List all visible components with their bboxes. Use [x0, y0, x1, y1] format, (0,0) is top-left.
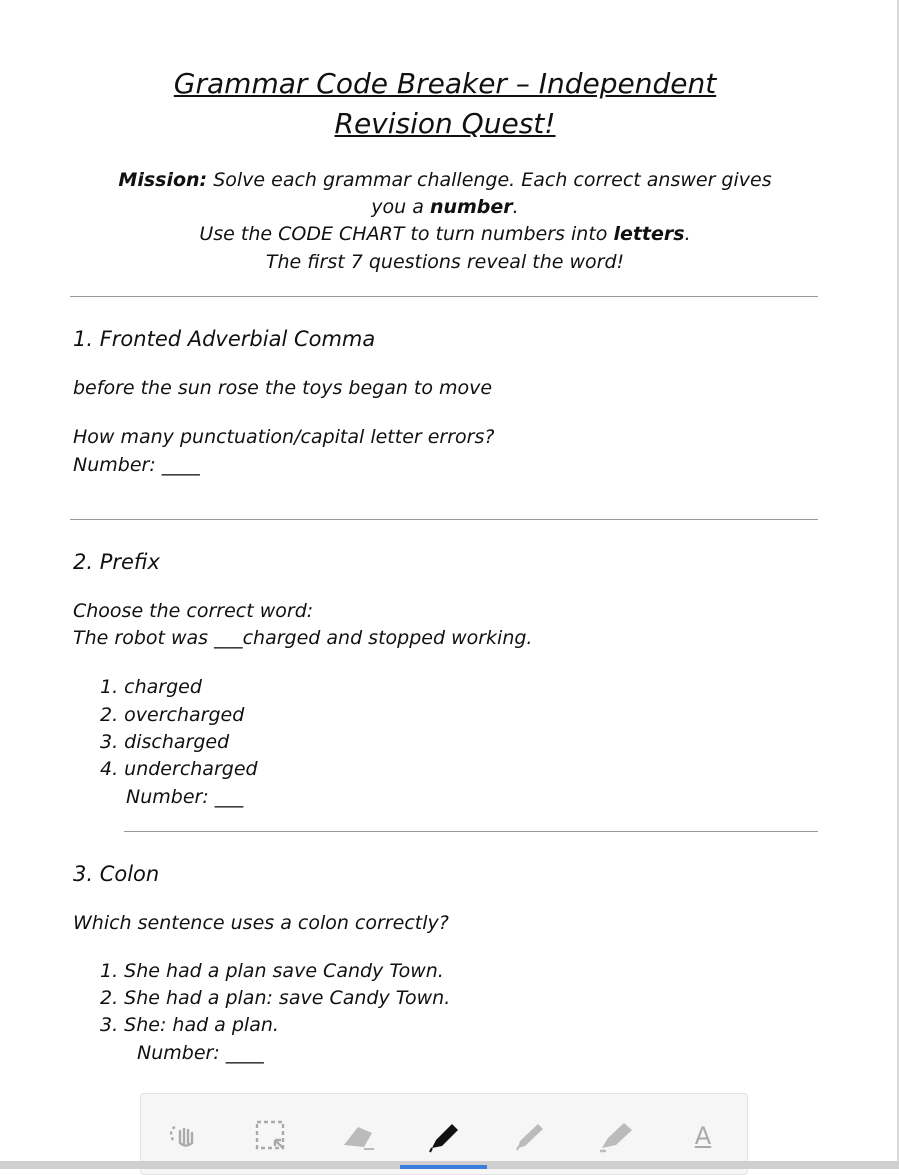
mission-text-3-end: .: [684, 223, 691, 245]
divider: [70, 519, 818, 520]
mission-bold-letters: letters: [613, 223, 685, 245]
eraser-icon: [338, 1119, 378, 1153]
mission-text-3: Use the CODE CHART to turn numbers into: [199, 223, 608, 245]
lasso-tool-button[interactable]: [165, 1116, 205, 1156]
mission-text-2-end: .: [512, 196, 519, 218]
text-color-icon: A: [694, 1122, 712, 1150]
q2-option: 3. discharged: [100, 731, 230, 753]
q1-prompt: How many punctuation/capital letter errors?: [73, 426, 495, 448]
mission-line-4: The first 7 questions reveal the word!: [265, 251, 625, 273]
text-tool-button[interactable]: [683, 1116, 723, 1156]
mission-text-2: you a: [371, 196, 424, 218]
q2-heading: 2. Prefix: [73, 550, 160, 574]
bottom-scrollbar-thumb[interactable]: [400, 1165, 487, 1169]
mission-text-1: Solve each grammar challenge. Each correct answer gives: [213, 169, 772, 191]
mission-line-2: [70, 194, 820, 221]
q3-prompt: Which sentence uses a colon correctly?: [73, 912, 449, 934]
q3-number-field: Number: ____: [137, 1042, 264, 1064]
lasso-tool-icon: [166, 1121, 204, 1151]
mission-bold-number: number: [429, 196, 513, 218]
divider: [124, 831, 818, 832]
q3-option: 2. She had a plan: save Candy Town.: [100, 987, 451, 1009]
q2-sentence: The robot was ___charged and stopped working.: [73, 627, 533, 649]
page-title-line-1: Grammar Code Breaker – Independent: [173, 67, 717, 100]
mission-line-1: [70, 167, 820, 194]
q1-sentence: before the sun rose the toys began to move: [73, 377, 493, 399]
q2-option: 1. charged: [100, 676, 202, 698]
highlighter-button[interactable]: [596, 1116, 636, 1156]
q3-option: 1. She had a plan save Candy Town.: [100, 960, 444, 982]
eraser-button[interactable]: [338, 1116, 378, 1156]
q3-heading: 3. Colon: [73, 862, 160, 886]
q3-option: 3. She: had a plan.: [100, 1014, 279, 1036]
mission-label: Mission:: [118, 169, 208, 191]
q2-option: 4. undercharged: [100, 758, 258, 780]
highlighter-icon: [596, 1118, 636, 1154]
q2-number-field: Number: ___: [126, 786, 244, 808]
q2-option: 2. overcharged: [100, 704, 245, 726]
pen-button[interactable]: [424, 1116, 464, 1156]
divider: [70, 296, 818, 297]
pencil-button[interactable]: [510, 1116, 550, 1156]
q1-number-field: Number: ____: [73, 454, 200, 476]
pen-icon: [424, 1118, 464, 1154]
select-area-button[interactable]: [251, 1116, 291, 1156]
page-title-line-2: Revision Quest!: [334, 107, 556, 140]
pencil-icon: [510, 1118, 550, 1154]
mission-line-3: [70, 221, 820, 248]
select-area-icon: [253, 1119, 289, 1153]
q2-prompt: Choose the correct word:: [73, 600, 314, 622]
q1-heading: 1. Fronted Adverbial Comma: [73, 327, 376, 351]
